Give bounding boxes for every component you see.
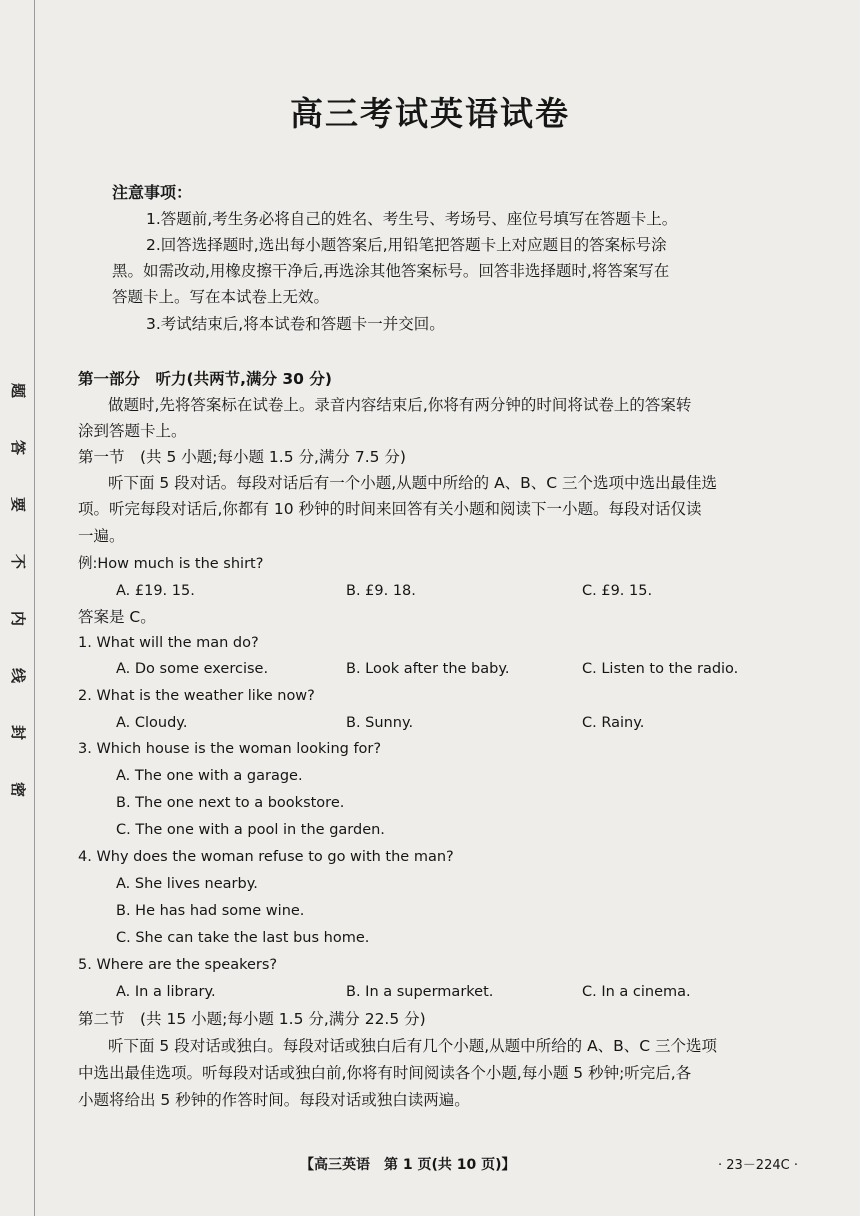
question-3: 3. Which house is the woman looking for? [78, 741, 382, 757]
q4-option-a: A. She lives nearby. [116, 876, 258, 892]
q2-option-c: C. Rainy. [582, 715, 645, 731]
example-option-a: A. £19. 15. [116, 583, 195, 599]
section2-instruction: 小题将给出 5 秒钟的作答时间。每段对话或独白读两遍。 [78, 1091, 470, 1109]
question-1: 1. What will the man do? [78, 635, 259, 651]
question-2: 2. What is the weather like now? [78, 688, 315, 704]
section2-instruction: 听下面 5 段对话或独白。每段对话或独白后有几个小题,从题中所给的 A、B、C 三个选项 [108, 1037, 718, 1055]
seal-char: 题 [9, 382, 28, 399]
notes-heading: 注意事项： [112, 183, 193, 202]
notes-item: 答题卡上。写在本试卷上无效。 [112, 288, 330, 306]
example-option-b: B. £9. 18. [346, 583, 416, 599]
question-5: 5. Where are the speakers? [78, 957, 278, 973]
section1-instruction: 听下面 5 段对话。每段对话后有一个小题,从题中所给的 A、B、C 三个选项中选出最佳选 [108, 474, 718, 492]
q3-option-b: B. The one next to a bookstore. [116, 795, 345, 811]
example-option-c: C. £9. 15. [582, 583, 653, 599]
section2-instruction: 中选出最佳选项。听每段对话或独白前,你将有时间阅读各个小题,每小题 5 秒钟;听完后,各 [78, 1064, 692, 1082]
seal-char: 线 [9, 667, 28, 684]
notes-item: 2.回答选择题时,选出每小题答案后,用铅笔把答题卡上对应题目的答案标号涂 [146, 236, 667, 254]
seal-char: 内 [9, 610, 28, 627]
section2-heading: 第二节 (共 15 小题;每小题 1.5 分,满分 22.5 分) [78, 1010, 426, 1028]
q5-option-a: A. In a library. [116, 984, 216, 1000]
notes-item: 3.考试结束后,将本试卷和答题卡一并交回。 [146, 315, 445, 333]
q4-option-b: B. He has had some wine. [116, 903, 305, 919]
notes-item: 1.答题前,考生务必将自己的姓名、考生号、考场号、座位号填写在答题卡上。 [146, 210, 678, 228]
q5-option-b: B. In a supermarket. [346, 984, 494, 1000]
section1-instruction: 一遍。 [78, 527, 125, 545]
part1-intro: 做题时,先将答案标在试卷上。录音内容结束后,你将有两分钟的时间将试卷上的答案转 [108, 396, 692, 414]
q1-option-c: C. Listen to the radio. [582, 661, 739, 677]
part1-heading: 第一部分 听力(共两节,满分 30 分) [78, 370, 332, 388]
exam-code: · 23－224C · [718, 1158, 798, 1173]
seal-char: 封 [9, 724, 28, 741]
q5-option-c: C. In a cinema. [582, 984, 691, 1000]
binding-line [34, 0, 35, 1216]
question-4: 4. Why does the woman refuse to go with the man? [78, 849, 454, 865]
seal-char: 不 [9, 553, 28, 570]
q3-option-c: C. The one with a pool in the garden. [116, 822, 385, 838]
q3-option-a: A. The one with a garage. [116, 768, 303, 784]
example-answer: 答案是 C。 [78, 608, 156, 626]
notes-item: 黑。如需改动,用橡皮擦干净后,再选涂其他答案标号。回答非选择题时,将答案写在 [112, 262, 670, 280]
q2-option-a: A. Cloudy. [116, 715, 188, 731]
page-number-label: 【高三英语 第 1 页(共 10 页)】 [300, 1157, 516, 1173]
q4-option-c: C. She can take the last bus home. [116, 930, 370, 946]
q1-option-a: A. Do some exercise. [116, 661, 269, 677]
q1-option-b: B. Look after the baby. [346, 661, 510, 677]
section1-heading: 第一节 (共 5 小题;每小题 1.5 分,满分 7.5 分) [78, 448, 406, 466]
example-question: 例:How much is the shirt? [78, 556, 264, 572]
seal-char: 要 [9, 496, 28, 513]
section1-instruction: 项。听完每段对话后,你都有 10 秒钟的时间来回答有关小题和阅读下一小题。每段对话仅读 [78, 500, 702, 518]
seal-line-text [6, 380, 32, 800]
seal-char: 密 [9, 781, 28, 798]
part1-intro: 涂到答题卡上。 [78, 422, 187, 440]
q2-option-b: B. Sunny. [346, 715, 414, 731]
page-title: 高三考试英语试卷 [290, 94, 570, 133]
seal-char: 答 [9, 439, 28, 456]
